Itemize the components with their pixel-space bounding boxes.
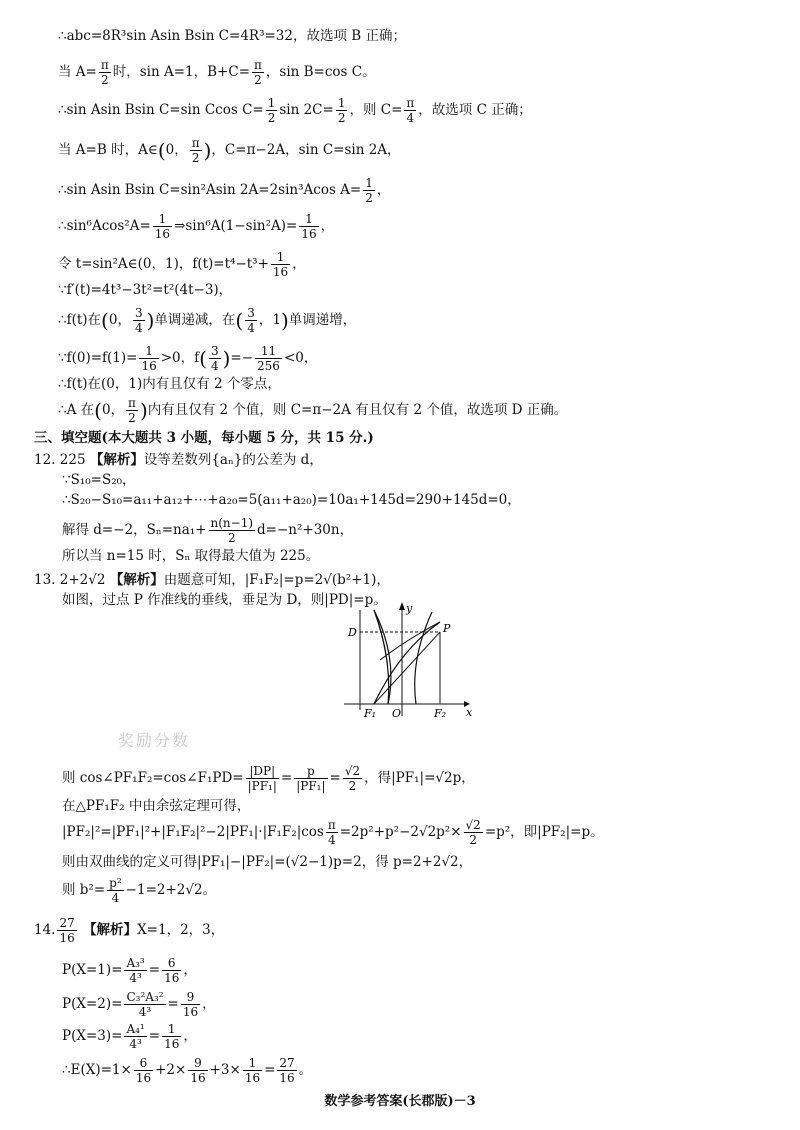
line-sin6: ∴sin⁶Acos²A= $\frac{1}{16}$ ⇒sin⁶A(1−sin²A)= $\frac{1}{16}$ ， bbox=[58, 212, 335, 241]
y-axis-label: y bbox=[406, 602, 413, 615]
point-d-label: D bbox=[348, 626, 357, 639]
x-axis-label: x bbox=[466, 706, 473, 718]
line-option-d: ∴A 在(0， $\frac{\pi}{2}$ )内有且仅有 2 个值，则 C=π−2A 有且仅有 2 个值，故选项 D 正确。 bbox=[58, 396, 568, 425]
q13-line: |PF₂|²=|PF₁|²+|F₁F₂|²−2|PF₁|·|F₁F₂|cos $\frac{\pi}{4}$ =2p²+p²−2√2p²× $\frac{√2}{2}$ =p²，即|PF₂|=p。 bbox=[62, 818, 604, 847]
line-when-a-half-pi: 当 A= $\frac{\pi}{2}$ 时，sin A=1，B+C= $\frac{\pi}{2}$ ，sin B=cos C。 bbox=[58, 58, 376, 87]
line-product-sin: ∴sin Asin Bsin C=sin²Asin 2A=2sin³Acos A= $\frac{1}{2}$ ， bbox=[58, 176, 391, 205]
q14-line: P(X=3)= $\frac{\text{A₄¹}}{\text{4³}}$ = $\frac{1}{16}$ ， bbox=[62, 1022, 197, 1051]
line-two-zeros: ∴f(t)在(0，1)内有且仅有 2 个零点， bbox=[58, 376, 281, 392]
q13-line: 在△PF₁F₂ 中由余弦定理可得， bbox=[62, 798, 251, 814]
q12-line: ∴S₂₀−S₁₀=a₁₁+a₁₂+⋯+a₂₀=5(a₁₁+a₂₀)=10a₁+145d=290+145d=0， bbox=[62, 492, 521, 508]
fraction: $\frac{3}{4}$ bbox=[210, 344, 219, 373]
q13-line: 如图，过点 P 作准线的垂线，垂足为 D，则|PD|=p。 bbox=[62, 592, 387, 608]
fraction: $\frac{3}{4}$ bbox=[247, 306, 255, 335]
fraction: $\frac{1}{2}$ bbox=[267, 96, 276, 125]
fraction: $\frac{9}{16}$ bbox=[190, 1056, 206, 1085]
q13-header: 13. 2+2√2 【解析】由题意可知，|F₁F₂|=p=2√(b²+1)， bbox=[34, 572, 390, 588]
fraction: $\frac{√2}{2}$ bbox=[465, 818, 481, 847]
fraction: $\frac{|DP|}{\text{|PF₁|}}$ bbox=[247, 764, 277, 793]
fraction: $\frac{\text{A₄¹}}{\text{4³}}$ bbox=[126, 1022, 145, 1051]
fraction: $\frac{6}{16}$ bbox=[164, 956, 180, 985]
line-let-t: 令 t=sin²A∈(0，1)，f(t)=t⁴−t³+ $\frac{1}{16}$ ， bbox=[58, 250, 306, 279]
fraction: $\frac{p}{\text{|PF₁|}}$ bbox=[296, 764, 326, 793]
hyperbola-figure bbox=[340, 600, 480, 722]
fraction: $\frac{\pi}{2}$ bbox=[128, 396, 136, 425]
line-derivative: ∵f′(t)=4t³−3t²=t²(4t−3)， bbox=[58, 282, 233, 298]
faded-watermark-text: 奖励分数 bbox=[118, 731, 191, 750]
fraction: $\frac{n(n-1)}{2}$ bbox=[210, 516, 254, 545]
line-when-a-eq-b: 当 A=B 时，A∈(0， $\frac{\pi}{2}$ )，C=π−2A，sin C=sin 2A， bbox=[58, 136, 401, 165]
fraction: $\frac{\text{C₃²A₃²}}{\text{4³}}$ bbox=[126, 990, 164, 1019]
line-abc: ∴abc=8R³sin Asin Bsin C=4R³=32，故选项 B 正确； bbox=[58, 28, 406, 44]
q12-line: 解得 d=−2，Sₙ=na₁+ $\frac{n(n-1)}{2}$ d=−n²+30n， bbox=[62, 516, 354, 545]
fraction: $\frac{\pi}{4}$ bbox=[327, 818, 336, 847]
focus-f2-label: F₂ bbox=[434, 707, 447, 718]
line-monotone: ∴f(t)在(0， $\frac{3}{4}$ )单调递减，在( $\frac{3}{4}$ ，1)单调递增， bbox=[58, 306, 357, 335]
q14-line: P(X=1)= $\frac{\text{A₃³}}{\text{4³}}$ = $\frac{6}{16}$ ， bbox=[62, 956, 197, 985]
fraction: $\frac{6}{16}$ bbox=[135, 1056, 152, 1085]
answer-fraction: $\frac{27}{16}$ bbox=[59, 916, 75, 945]
q13-line: 则 b²= $\frac{\text{p²}}{4}$ −1=2+2√2。 bbox=[62, 876, 217, 905]
fraction: $\frac{√2}{2}$ bbox=[344, 764, 361, 793]
fraction: $\frac{1}{16}$ bbox=[244, 1056, 261, 1085]
fraction: $\frac{1}{16}$ bbox=[141, 344, 157, 373]
fraction: $\frac{1}{16}$ bbox=[272, 250, 289, 279]
q12-header: 12. 225 【解析】设等差数列{aₙ}的公差为 d， bbox=[34, 452, 323, 468]
point-p-label: P bbox=[443, 622, 451, 635]
fraction: $\frac{\pi}{2}$ bbox=[254, 58, 262, 87]
q12-line: 所以当 n=15 时，Sₙ 取得最大值为 225。 bbox=[62, 548, 320, 564]
fraction: $\frac{9}{16}$ bbox=[182, 990, 199, 1019]
q13-line: 则由双曲线的定义可得|PF₁|−|PF₂|=(√2−1)p=2，得 p=2+2√2， bbox=[62, 854, 473, 870]
fraction: $\frac{27}{16}$ bbox=[279, 1056, 295, 1085]
fraction: $\frac{11}{256}$ bbox=[257, 344, 280, 373]
fraction: $\frac{1}{2}$ bbox=[365, 176, 373, 205]
fraction: $\frac{\pi}{2}$ bbox=[100, 58, 109, 87]
hyperbola-diagram bbox=[340, 600, 480, 718]
fraction: $\frac{1}{16}$ bbox=[164, 1022, 180, 1051]
line-option-c: ∴sin Asin Bsin C=sin Ccos C= $\frac{1}{2}$ sin 2C= $\frac{1}{2}$ ，则 C= $\frac{\pi}{4}$ ，故选项 C 正确； bbox=[58, 96, 532, 125]
q13-line: 则 cos∠PF₁F₂=cos∠F₁PD= $\frac{|DP|}{\text{|PF₁|}}$ = $\frac{p}{\text{|PF₁|}}$ = $\frac{√2}{2}$ ，得|PF₁|=√2p， bbox=[62, 764, 475, 793]
line-f-values: ∵f(0)=f(1)= $\frac{1}{16}$ >0，f( $\frac{3}{4}$ )=− $\frac{11}{256}$ <0， bbox=[58, 344, 318, 373]
fraction: $\frac{\text{A₃³}}{\text{4³}}$ bbox=[126, 956, 145, 985]
fraction: $\frac{\pi}{2}$ bbox=[191, 136, 200, 165]
fraction: $\frac{1}{16}$ bbox=[154, 212, 171, 241]
q12-line: ∵S₁₀=S₂₀， bbox=[62, 472, 136, 488]
fraction: $\frac{1}{16}$ bbox=[301, 212, 317, 241]
fraction: $\frac{3}{4}$ bbox=[134, 306, 143, 335]
section-heading: 三、填空题(本大题共 3 小题，每小题 5 分，共 15 分.) bbox=[34, 430, 374, 446]
fraction: $\frac{\text{p²}}{4}$ bbox=[109, 876, 122, 905]
fraction: $\frac{\pi}{4}$ bbox=[406, 96, 415, 125]
q14-line: ∴E(X)=1× $\frac{6}{16}$ +2× $\frac{9}{16}$ +3× $\frac{1}{16}$ = $\frac{27}{16}$ 。 bbox=[62, 1056, 313, 1085]
q14-header: 14. $\frac{27}{16}$ 【解析】X=1，2，3， bbox=[34, 916, 225, 945]
page-footer: 数学参考答案(长郡版)－3 bbox=[324, 1094, 476, 1109]
fraction: $\frac{1}{2}$ bbox=[337, 96, 346, 125]
focus-f1-label: F₁ bbox=[364, 707, 377, 718]
q14-line: P(X=2)= $\frac{\text{C₃²A₃²}}{\text{4³}}$ = $\frac{9}{16}$ ， bbox=[62, 990, 216, 1019]
origin-label: O bbox=[392, 707, 402, 718]
